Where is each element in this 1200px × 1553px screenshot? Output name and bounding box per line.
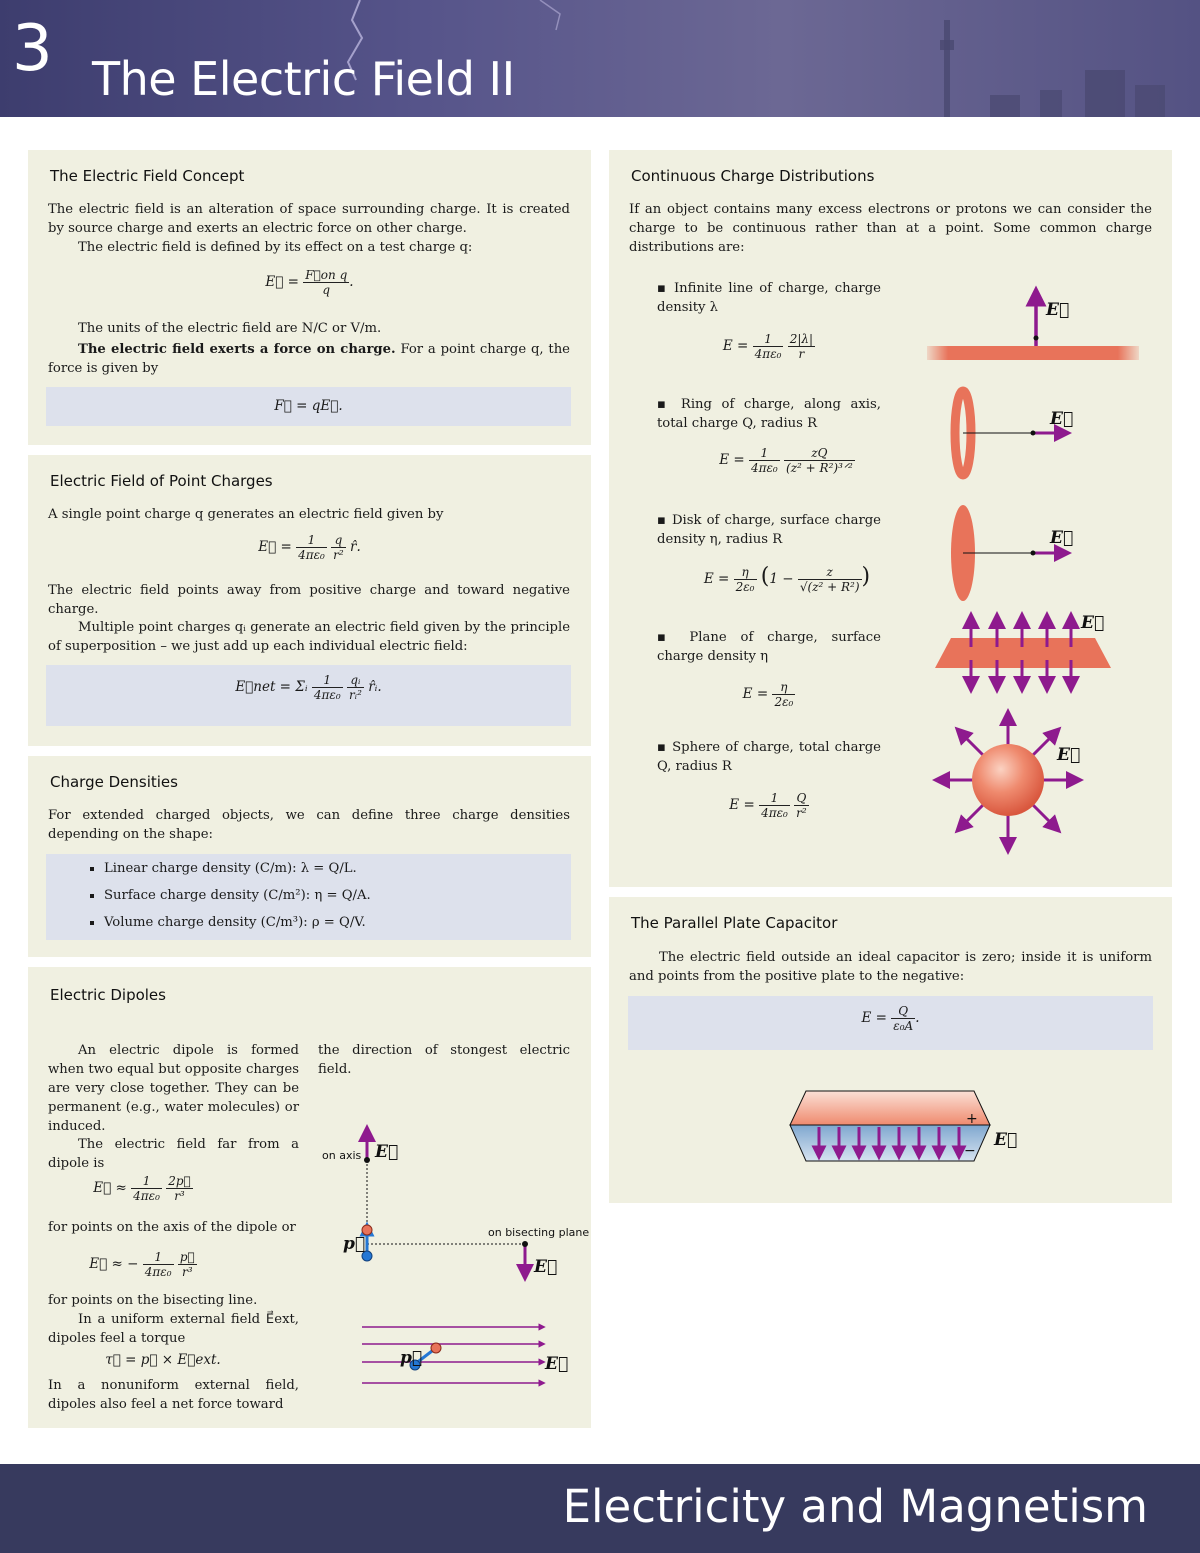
paragraph: Multiple point charges qᵢ generate an electric field given by the principle of superposition – we just add up each individual electric field: bbox=[48, 620, 570, 654]
numerator: 2|λ| bbox=[789, 332, 814, 346]
chapter-title: The Electric Field II bbox=[92, 52, 515, 106]
fraction bbox=[798, 565, 862, 594]
text: For a point charge q, the force is given by bbox=[48, 342, 570, 376]
footer-bar bbox=[0, 1464, 1200, 1553]
equation-line-charge bbox=[657, 332, 881, 361]
numerator: 1 bbox=[759, 791, 790, 806]
denominator: 2ε₀ bbox=[735, 580, 755, 594]
section-heading: Electric Dipoles bbox=[50, 986, 166, 1004]
paragraph: A single point charge q generates an electric field given by bbox=[48, 507, 444, 522]
list-item: ▪ Plane of charge, surface charge density η bbox=[657, 630, 881, 664]
density-list bbox=[86, 855, 371, 936]
label-p: p⃗ bbox=[343, 1234, 366, 1254]
panel-parallel-plate-capacitor bbox=[609, 897, 1172, 1203]
list-item: ▪ Infinite line of charge, charge density λ bbox=[657, 281, 881, 315]
label-E: E⃗ bbox=[1050, 409, 1074, 429]
fraction bbox=[772, 680, 795, 709]
paragraph: If an object contains many excess electrons or protons we can consider the charge to be continuous rather than at a point. Some common charge distributions are: bbox=[629, 202, 1152, 255]
paragraph: The electric field outside an ideal capacitor is zero; inside it is uniform and points from the positive plate to the negative: bbox=[629, 950, 1152, 984]
dipole-field-diagram bbox=[310, 1127, 590, 1397]
paragraph bbox=[48, 340, 570, 378]
paragraph: the direction of stongest electric field. bbox=[318, 1043, 570, 1077]
list-item: ▪ Ring of charge, along axis, total charge Q, radius R bbox=[657, 397, 881, 431]
observation-point bbox=[522, 1241, 528, 1247]
equation-force: F⃗ = qE⃗. bbox=[274, 398, 343, 414]
numerator: 1 bbox=[312, 673, 343, 688]
fraction bbox=[784, 446, 855, 475]
denominator: r² bbox=[333, 548, 344, 562]
fraction bbox=[131, 1174, 162, 1203]
course-title: Electricity and Magnetism bbox=[562, 1480, 1148, 1533]
equation-point-charge bbox=[28, 533, 591, 562]
label-E: E⃗ bbox=[375, 1142, 399, 1162]
denominator: 4πε₀ bbox=[750, 461, 778, 475]
fraction bbox=[296, 533, 327, 562]
panel-continuous-distributions bbox=[609, 150, 1172, 887]
paragraph: for points on the axis of the dipole or bbox=[48, 1220, 296, 1235]
equation-ring-charge bbox=[657, 446, 917, 475]
denominator: √(z² + R²) bbox=[799, 580, 860, 594]
positive-plate bbox=[790, 1091, 990, 1125]
denominator: ε₀A bbox=[893, 1019, 914, 1033]
section-heading: The Parallel Plate Capacitor bbox=[631, 914, 838, 932]
numerator: qᵢ bbox=[347, 673, 364, 688]
observation-point bbox=[1034, 336, 1039, 341]
label-E: E⃗ bbox=[545, 1354, 569, 1374]
fraction bbox=[788, 332, 815, 361]
eq-lhs: E = bbox=[742, 686, 769, 702]
paragraph: In a nonuniform external field, dipoles also feel a net force toward bbox=[48, 1378, 299, 1412]
numerator: 1 bbox=[143, 1250, 174, 1265]
paragraph: The electric field far from a dipole is bbox=[48, 1137, 299, 1171]
fraction bbox=[753, 332, 784, 361]
item-text: Ring of charge, along axis, total charge Q, radius R bbox=[657, 397, 881, 431]
section-heading: Electric Field of Point Charges bbox=[50, 472, 273, 490]
equation-superposition bbox=[46, 673, 571, 702]
denominator: 4πε₀ bbox=[761, 806, 788, 820]
plus-sign: + bbox=[966, 1111, 978, 1127]
numerator: zQ bbox=[784, 446, 855, 461]
list-item: ▪ Surface charge density (C/m²): η = Q/A. bbox=[104, 882, 371, 909]
equation-capacitor-field bbox=[628, 1004, 1153, 1033]
equation-sphere-charge bbox=[657, 791, 881, 820]
paragraph: In a uniform external field E⃗ext, dipoles feel a torque bbox=[48, 1312, 299, 1346]
fraction bbox=[178, 1250, 197, 1279]
list-item: ▪ Disk of charge, surface charge density η, radius R bbox=[657, 513, 881, 547]
numerator: 1 bbox=[131, 1174, 162, 1189]
eq-lhs: E = bbox=[703, 571, 730, 587]
positive-charge bbox=[431, 1343, 441, 1353]
label-E: E⃗ bbox=[1050, 528, 1074, 548]
fraction bbox=[734, 565, 757, 594]
equation-dipole-axis bbox=[48, 1174, 238, 1203]
numerator: Q bbox=[891, 1004, 915, 1019]
equation-disk-charge: E = $\frac{\eta}{\text{2ε₀}}$ (1 − $\frac{z}{\text{√(z² + R²)}}$ ) bbox=[703, 564, 871, 594]
capacitor-diagram bbox=[784, 1089, 1024, 1169]
minus-sign: − bbox=[964, 1143, 976, 1159]
denominator: 2ε₀ bbox=[774, 695, 794, 709]
fraction bbox=[891, 1004, 915, 1033]
numerator: 2p⃗ bbox=[168, 1174, 191, 1188]
denominator: r³ bbox=[174, 1189, 185, 1203]
item-text: Infinite line of charge, charge density λ bbox=[657, 281, 881, 315]
fraction bbox=[166, 1174, 193, 1203]
eq-lhs: E = bbox=[729, 797, 755, 813]
paragraph: An electric dipole is formed when two equal but opposite charges are very close together. They can be permanent (e.g., water molecules) or induced. bbox=[48, 1043, 299, 1134]
eq-lhs: E⃗ = bbox=[265, 274, 299, 290]
label-E: E⃗ bbox=[1057, 745, 1081, 765]
denominator: 4πε₀ bbox=[754, 347, 782, 361]
chapter-number: 3 bbox=[12, 12, 53, 86]
panel-charge-densities bbox=[28, 756, 591, 957]
list-item: ▪ Linear charge density (C/m): λ = Q/L. bbox=[104, 855, 371, 882]
observation-point bbox=[1031, 431, 1036, 436]
sphere-of-charge bbox=[972, 744, 1044, 816]
paragraph: for points on the bisecting line. bbox=[48, 1293, 258, 1308]
eq-lhs: E = bbox=[722, 338, 749, 354]
label-E: E⃗ bbox=[994, 1130, 1018, 1150]
line-charge bbox=[927, 346, 1139, 360]
list-item: ▪ Sphere of charge, total charge Q, radius R bbox=[657, 740, 881, 774]
fraction bbox=[347, 673, 364, 702]
eq-lhs: E⃗ = bbox=[258, 539, 292, 555]
equation-plane-charge bbox=[657, 680, 881, 709]
fraction bbox=[143, 1250, 174, 1279]
panel-point-charges bbox=[28, 455, 591, 746]
eq-lhs: E = bbox=[861, 1010, 887, 1026]
denominator: r² bbox=[796, 806, 807, 820]
paragraph: The electric field is defined by its effect on a test charge q: bbox=[78, 240, 473, 255]
paragraph: The electric field points away from positive charge and toward negative charge. bbox=[48, 583, 570, 617]
fraction bbox=[794, 791, 809, 820]
eq-lhs: E = bbox=[719, 452, 745, 468]
eq-tail: r̂ᵢ. bbox=[368, 679, 382, 695]
eq-tail: r̂. bbox=[350, 539, 361, 555]
numerator: 1 bbox=[753, 332, 784, 347]
numerator: Q bbox=[794, 791, 809, 806]
paragraph: For extended charged objects, we can define three charge densities depending on the shape: bbox=[48, 808, 570, 842]
label-p: p⃗ bbox=[400, 1348, 423, 1368]
item-text: Disk of charge, surface charge density η, radius R bbox=[657, 513, 881, 547]
equation-torque: τ⃗ = p⃗ × E⃗ext. bbox=[105, 1352, 221, 1368]
eq-tail: . bbox=[915, 1010, 920, 1026]
denominator: q bbox=[322, 283, 331, 297]
equation-field-definition: E⃗ = $\frac{\text{F⃗on q}}{q}$ . bbox=[265, 268, 354, 297]
fraction bbox=[749, 446, 780, 475]
denominator: r³ bbox=[182, 1265, 193, 1279]
fraction bbox=[331, 533, 346, 562]
numerator: 1 bbox=[296, 533, 327, 548]
label-on-bisecting-plane: on bisecting plane bbox=[488, 1226, 590, 1239]
bold-statement: The electric field exerts a force on charge. bbox=[78, 342, 396, 357]
paragraph: The units of the electric field are N/C or V/m. bbox=[78, 321, 382, 336]
charge-distribution-figures bbox=[921, 150, 1161, 870]
label-on-axis: on axis bbox=[322, 1149, 362, 1162]
denominator: rᵢ² bbox=[348, 688, 362, 702]
panel-electric-dipoles bbox=[28, 967, 591, 1428]
eq-lhs: E⃗ ≈ bbox=[93, 1180, 127, 1196]
fraction bbox=[759, 791, 790, 820]
list-item: ▪ Volume charge density (C/m³): ρ = Q/V. bbox=[104, 909, 371, 936]
eq-lhs: E⃗ ≈ − bbox=[89, 1256, 139, 1272]
section-heading: The Electric Field Concept bbox=[50, 167, 245, 185]
label-E: E⃗ bbox=[1046, 300, 1070, 320]
numerator: F⃗on q bbox=[305, 268, 348, 282]
denominator: r bbox=[798, 347, 805, 361]
observation-point bbox=[1031, 551, 1036, 556]
section-heading: Charge Densities bbox=[50, 773, 178, 791]
paragraph: The electric field is an alteration of space surrounding charge. It is created by source charge and exerts an electric force on other charge. bbox=[48, 202, 570, 236]
eq-lhs: E⃗net = Σᵢ bbox=[235, 679, 308, 695]
section-heading: Continuous Charge Distributions bbox=[631, 167, 875, 185]
numerator: η bbox=[734, 565, 757, 580]
fraction bbox=[303, 268, 349, 297]
equation-dipole-bisect bbox=[48, 1250, 238, 1279]
item-text: Plane of charge, surface charge density η bbox=[657, 630, 881, 664]
denominator: 4πε₀ bbox=[144, 1265, 172, 1279]
numerator: q bbox=[331, 533, 346, 548]
numerator: p⃗ bbox=[179, 1250, 195, 1264]
fraction bbox=[312, 673, 343, 702]
denominator: (z² + R²)³ᐟ² bbox=[786, 461, 853, 475]
chapter-header bbox=[0, 0, 1200, 117]
numerator: 1 bbox=[749, 446, 780, 461]
panel-field-concept bbox=[28, 150, 591, 445]
denominator: 4πε₀ bbox=[133, 1189, 160, 1203]
item-text: Sphere of charge, total charge Q, radius R bbox=[657, 740, 881, 774]
observation-point bbox=[364, 1157, 370, 1163]
numerator: η bbox=[772, 680, 795, 695]
denominator: 4πε₀ bbox=[298, 548, 325, 562]
label-E: E⃗ bbox=[1081, 613, 1105, 633]
denominator: 4πε₀ bbox=[313, 688, 341, 702]
label-E: E⃗ bbox=[534, 1257, 558, 1277]
numerator: z bbox=[798, 565, 862, 580]
